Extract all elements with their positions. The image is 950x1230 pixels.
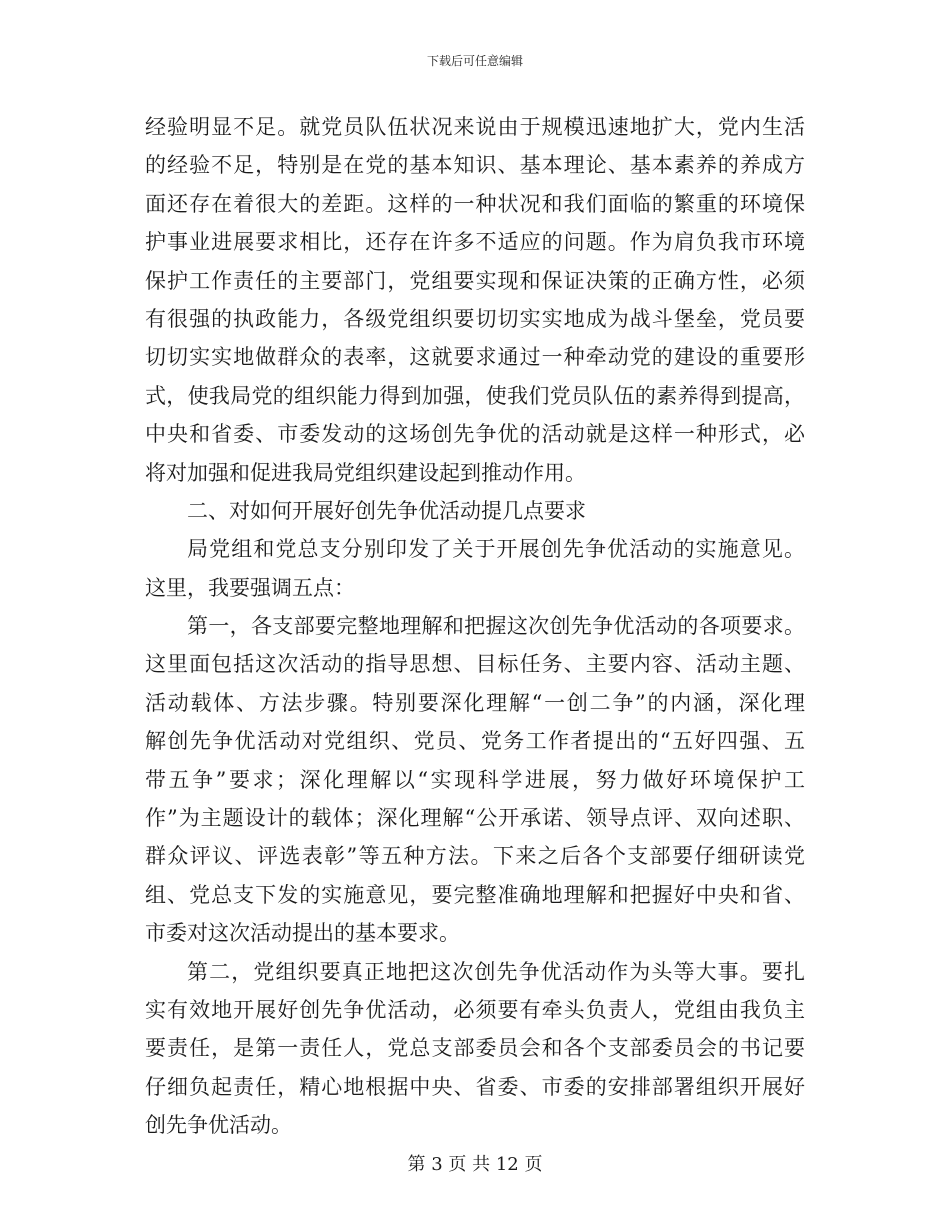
text-line: 解创先争优活动对党组织、党员、党务工作者提出的“五好四强、五 bbox=[145, 729, 805, 754]
page-number: 第 3 页 共 12 页 bbox=[407, 1154, 543, 1175]
header-note: 下载后可任意编辑 bbox=[426, 54, 523, 68]
text-line: 式，使我局党的组织能力得到加强，使我们党员队伍的素养得到提高， bbox=[145, 383, 805, 408]
text-line: 面还存在着很大的差距。这样的一种状况和我们面临的繁重的环境保 bbox=[145, 191, 805, 216]
text-line: 中央和省委、市委发动的这场创先争优的活动就是这样一种形式，必 bbox=[145, 422, 805, 447]
text-line: 第一，各支部要完整地理解和把握这次创先争优活动的各项要求。 bbox=[187, 614, 805, 639]
text-line: 组、党总支下发的实施意见，要完整准确地理解和把握好中央和省、 bbox=[145, 882, 805, 907]
text-line: 群众评议、评选表彰”等五种方法。下来之后各个支部要仔细研读党 bbox=[145, 844, 805, 869]
text-line: 活动载体、方法步骤。特别要深化理解“一创二争”的内涵，深化理 bbox=[145, 690, 805, 715]
text-line: 将对加强和促进我局党组织建设起到推动作用。 bbox=[145, 460, 586, 485]
text-line: 护事业进展要求相比，还存在许多不适应的问题。作为肩负我市环境 bbox=[145, 230, 805, 255]
text-line: 实有效地开展好创先争优活动，必须要有牵头负责人，党组由我负主 bbox=[145, 997, 805, 1022]
text-line: 这里，我要强调五点： bbox=[145, 575, 355, 600]
text-line: 第二，党组织要真正地把这次创先争优活动作为头等大事。要扎 bbox=[187, 959, 805, 984]
text-line: 经验明显不足。就党员队伍状况来说由于规模迅速地扩大，党内生活 bbox=[145, 115, 805, 139]
text-line: 的经验不足，特别是在党的基本知识、基本理论、基本素养的养成方 bbox=[145, 153, 805, 178]
text-line: 仔细负起责任，精心地根据中央、省委、市委的安排部署组织开展好 bbox=[145, 1074, 805, 1099]
text-line: 带五争”要求；深化理解以“实现科学进展，努力做好环境保护工 bbox=[145, 767, 805, 792]
text-line: 保护工作责任的主要部门，党组要实现和保证决策的正确方性，必须 bbox=[145, 268, 805, 293]
section-heading: 二、对如何开展好创先争优活动提几点要求 bbox=[187, 498, 586, 523]
text-line: 有很强的执政能力，各级党组织要切切实实地成为战斗堡垒，党员要 bbox=[145, 306, 805, 331]
text-line: 切切实实地做群众的表率，这就要求通过一种牵动党的建设的重要形 bbox=[145, 345, 805, 370]
text-line: 这里面包括这次活动的指导思想、目标任务、主要内容、活动主题、 bbox=[145, 652, 805, 677]
text-line: 局党组和党总支分别印发了关于开展创先争优活动的实施意见。 bbox=[187, 537, 805, 562]
text-line: 创先争优活动。 bbox=[145, 1113, 292, 1138]
text-line: 市委对这次活动提出的基本要求。 bbox=[145, 921, 460, 946]
body-text bbox=[145, 108, 805, 1138]
text-line: 作”为主题设计的载体；深化理解“公开承诺、领导点评、双向述职、 bbox=[145, 806, 805, 831]
text-line: 要责任，是第一责任人，党总支部委员会和各个支部委员会的书记要 bbox=[145, 1036, 805, 1061]
